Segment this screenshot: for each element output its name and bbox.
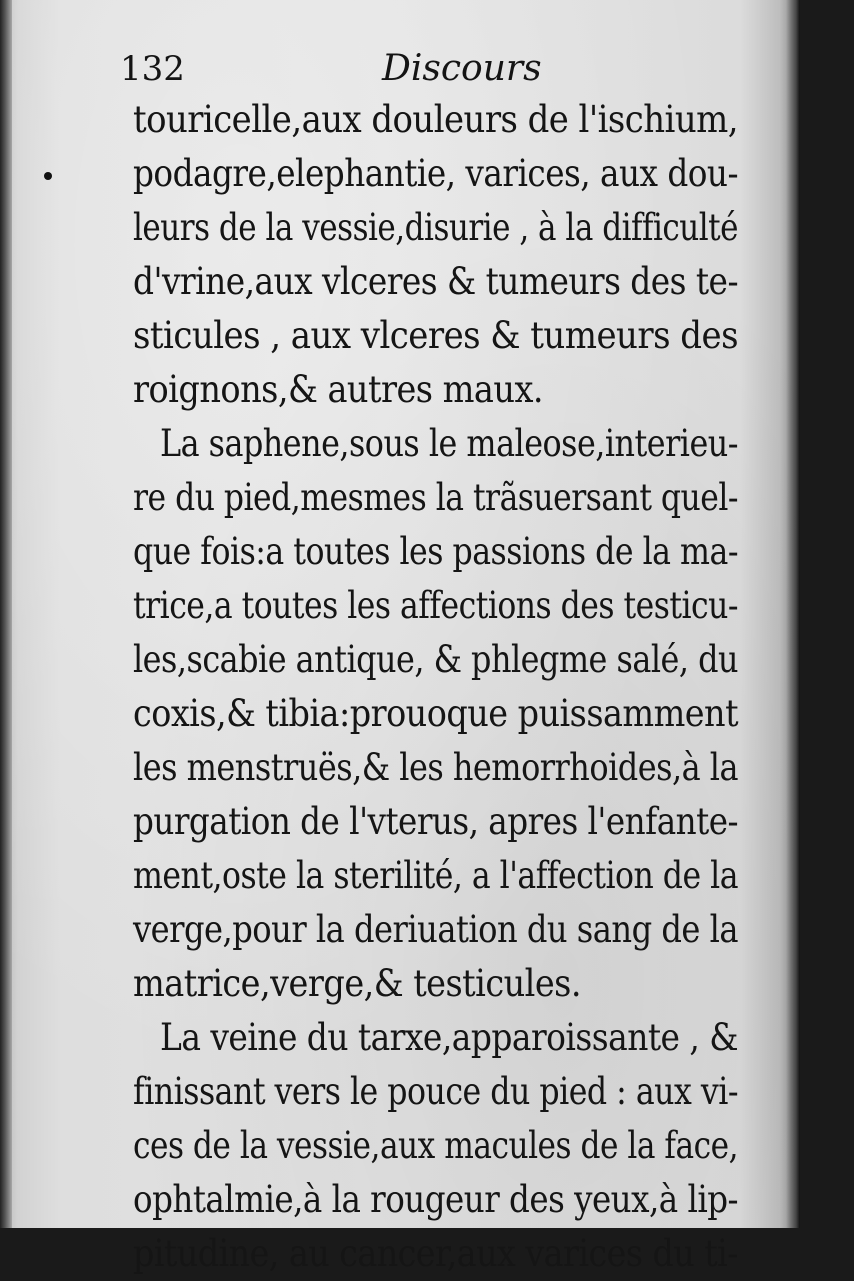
text-line-content: leurs de la vessie,disurie , à la difficulté — [133, 206, 738, 249]
text-line — [0, 849, 800, 903]
text-line-content: ophtalmie,à la rougeur des yeux,à lip- — [133, 1178, 738, 1221]
text-line — [0, 795, 800, 849]
text-line-content: d'vrine,aux vlceres & tumeurs des te- — [133, 260, 738, 303]
text-line — [0, 309, 800, 363]
text-line — [0, 1065, 800, 1119]
text-line — [0, 957, 800, 1011]
text-line-content: sticules , aux vlceres & tumeurs des — [133, 314, 738, 357]
text-line-content: La veine du tarxe,apparoissante , & — [160, 1016, 738, 1059]
text-line — [0, 1119, 800, 1173]
text-line — [0, 471, 800, 525]
text-line — [0, 201, 800, 255]
text-line — [0, 903, 800, 957]
text-line-content: ment,oste la sterilité, a l'affection de la — [133, 854, 738, 897]
text-line-content: pitudine, au cancer,aux varices du ti- — [133, 1232, 738, 1275]
text-line-content: purgation de l'vterus, apres l'enfante- — [133, 800, 738, 843]
text-line — [0, 363, 800, 417]
text-line — [0, 687, 800, 741]
text-line — [0, 417, 800, 471]
text-line-content: les,scabie antique, & phlegme salé, du — [133, 638, 738, 681]
text-line-content: ces de la vessie,aux macules de la face, — [133, 1124, 738, 1167]
text-line-content: touricelle,aux douleurs de l'ischium, — [133, 98, 738, 141]
text-line — [0, 1011, 800, 1065]
text-line-content: La saphene,sous le maleose,interieu- — [160, 422, 738, 465]
text-line — [0, 633, 800, 687]
text-line — [0, 147, 800, 201]
text-line — [0, 741, 800, 795]
text-line — [0, 579, 800, 633]
text-line-content: trice,a toutes les affections des testicu- — [133, 584, 738, 627]
text-line — [0, 255, 800, 309]
running-head: Discours — [382, 48, 542, 89]
text-line-content: les menstruës,& les hemorrhoides,à la — [133, 746, 738, 789]
text-line-content: coxis,& tibia:prouoque puissamment — [133, 692, 738, 735]
text-line-content: matrice,verge,& testicules. — [133, 962, 581, 1005]
page-number: 132 — [120, 49, 185, 89]
text-line-content: re du pied,mesmes la trãsuersant quel- — [133, 476, 738, 519]
text-line-content: finissant vers le pouce du pied : aux vi- — [133, 1070, 738, 1113]
text-line — [0, 525, 800, 579]
text-line — [0, 1173, 800, 1227]
text-line-content: que fois:a toutes les passions de la ma- — [133, 530, 738, 573]
text-line-content: roignons,& autres maux. — [133, 368, 543, 411]
text-line — [0, 1227, 800, 1281]
text-line-content: verge,pour la deriuation du sang de la — [133, 908, 738, 951]
page-header — [120, 44, 740, 94]
text-line-content: podagre,elephantie, varices, aux dou- — [133, 152, 738, 195]
text-line — [0, 93, 800, 147]
